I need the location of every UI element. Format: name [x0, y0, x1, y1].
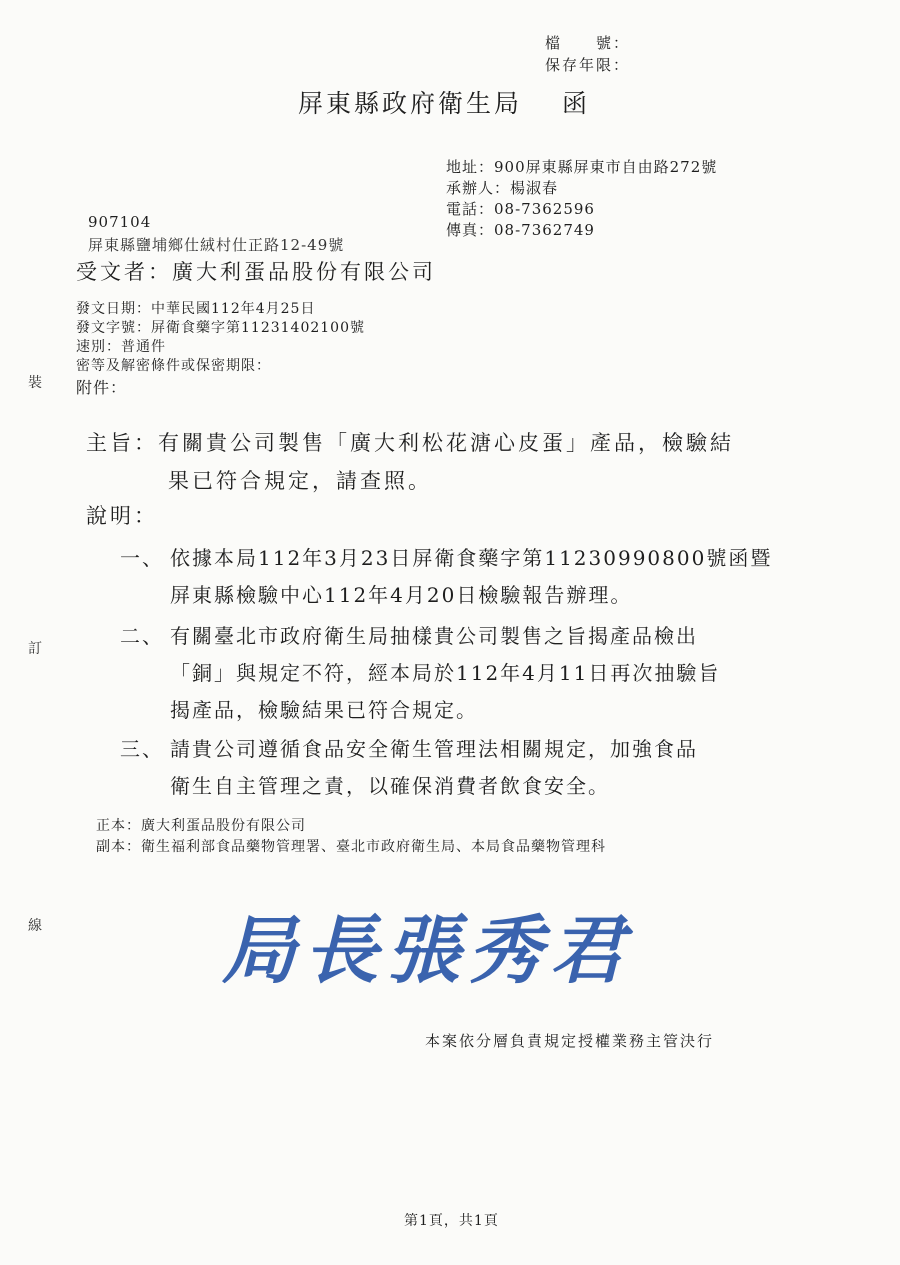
- explanation-item: [120, 618, 720, 729]
- contact-officer: 承辦人：楊淑春: [446, 179, 559, 197]
- carbon-copy: 副本：衛生福利部食品藥物管理署、臺北市政府衛生局、本局食品藥物管理科: [96, 839, 606, 855]
- item-number: 一、: [120, 546, 164, 570]
- explanation-item: [120, 731, 698, 805]
- item-line: 揭產品，檢驗結果已符合規定。: [170, 698, 478, 722]
- archive-info: [545, 32, 630, 76]
- page-number: 第1頁，共1頁: [404, 1213, 499, 1229]
- organization-name: 屏東縣政府衛生局: [298, 89, 523, 118]
- item-line: 「銅」與規定不符，經本局於112年4月11日再次抽驗旨: [170, 661, 721, 685]
- attachment: 附件：: [76, 378, 128, 397]
- document-title: [298, 84, 590, 120]
- secrecy-level: 密等及解密條件或保密期限：: [76, 358, 271, 374]
- recipient-address: 屏東縣鹽埔鄉仕絨村仕正路12-49號: [88, 236, 345, 254]
- distribution: [96, 816, 606, 858]
- delegation-note: 本案依分層負責規定授權業務主管決行: [425, 1032, 715, 1050]
- signature-text: 局長張秀君: [222, 908, 632, 992]
- item-number: 二、: [120, 624, 164, 648]
- item-line: 衛生自主管理之責，以確保消費者飲食安全。: [170, 774, 610, 798]
- reference-number: 發文字號：屏衛食藥字第11231402100號: [76, 320, 365, 336]
- item-line: 有關臺北市政府衛生局抽樣貴公司製售之旨揭產品檢出: [170, 624, 698, 648]
- document-meta: [76, 300, 365, 397]
- explanation-heading: 說明：: [86, 504, 158, 528]
- contact-fax: 傳真：08-7362749: [446, 221, 595, 239]
- item-line: 屏東縣檢驗中心112年4月20日檢驗報告辦理。: [170, 583, 633, 607]
- original-recipient: 正本：廣大利蛋品股份有限公司: [96, 818, 306, 834]
- item-line: 請貴公司遵循食品安全衛生管理法相關規定，加強食品: [170, 737, 698, 761]
- binding-mark-middle: 訂: [28, 641, 42, 657]
- file-number-label: 檔 號：: [545, 34, 631, 52]
- director-signature-stamp: [222, 900, 672, 992]
- contact-address: 地址：900屏東縣屏東市自由路272號: [446, 158, 718, 176]
- subject-line-2: 果已符合規定，請查照。: [168, 469, 432, 493]
- item-line: 依據本局112年3月23日屏衛食藥字第11230990800號函暨: [170, 546, 773, 570]
- retention-label: 保存年限：: [545, 56, 631, 74]
- subject: [86, 424, 734, 500]
- signature-graphic: [222, 900, 672, 992]
- subject-line-1: 主旨：有關貴公司製售「廣大利松花溏心皮蛋」產品，檢驗結: [86, 431, 734, 455]
- delivery-speed: 速別：普通件: [76, 339, 166, 355]
- binding-mark-top: 裝: [28, 375, 42, 391]
- contact-info: [446, 157, 717, 241]
- issue-date: 發文日期：中華民國112年4月25日: [76, 301, 316, 317]
- recipient-line: 受文者：廣大利蛋品股份有限公司: [76, 260, 436, 284]
- item-number: 三、: [120, 737, 164, 761]
- contact-phone: 電話：08-7362596: [446, 200, 595, 218]
- document-type: 函: [562, 89, 591, 118]
- explanation-item: [120, 540, 772, 614]
- recipient-zipcode: 907104: [88, 213, 152, 231]
- binding-mark-bottom: 線: [28, 918, 42, 934]
